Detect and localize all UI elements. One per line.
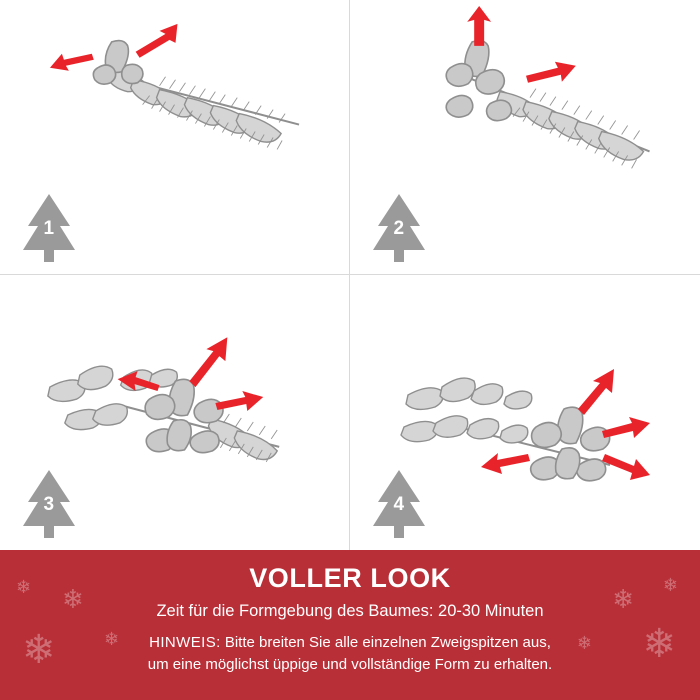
step-2-number: 2 (393, 218, 405, 239)
snowflake-icon: ❄ (22, 628, 56, 672)
step-3-panel (0, 275, 350, 550)
step-4-badge (368, 468, 430, 540)
step-2-badge (368, 192, 430, 264)
bottom-banner (0, 550, 700, 700)
snowflake-icon: ❄ (612, 584, 634, 614)
step-4-number: 4 (393, 494, 405, 515)
step-1-panel (0, 0, 350, 275)
step-1-badge (18, 192, 80, 264)
step-4-panel (350, 275, 700, 550)
snowflake-icon: ❄ (16, 577, 32, 597)
banner-note (88, 629, 612, 676)
step-2-panel (350, 0, 700, 275)
step-1-number: 1 (43, 218, 55, 239)
snowflake-icon: ❄ (576, 633, 592, 653)
banner-subtitle: Zeit für die Formgebung des Baumes: 20-30 Minuten (156, 601, 544, 620)
step-3-badge (18, 468, 80, 540)
banner-note-line2: um eine möglichst üppige und vollständige Form zu erhalten. (147, 656, 553, 674)
branch-drawing-2 (446, 41, 649, 169)
snowflake-icon: ❄ (104, 629, 120, 649)
banner-note-lead: HINWEIS: (149, 634, 221, 652)
branch-drawing-3 (48, 366, 279, 462)
banner-title: VOLLER LOOK (249, 563, 451, 593)
snowflake-icon: ❄ (662, 575, 678, 595)
step-3-number: 3 (43, 494, 55, 515)
banner-note-line1: Bitte breiten Sie alle einzelnen Zweigspitzen aus, (220, 634, 551, 652)
snowflake-icon: ❄ (642, 622, 676, 666)
branch-drawing-1 (93, 41, 299, 150)
snowflake-icon: ❄ (62, 584, 84, 614)
